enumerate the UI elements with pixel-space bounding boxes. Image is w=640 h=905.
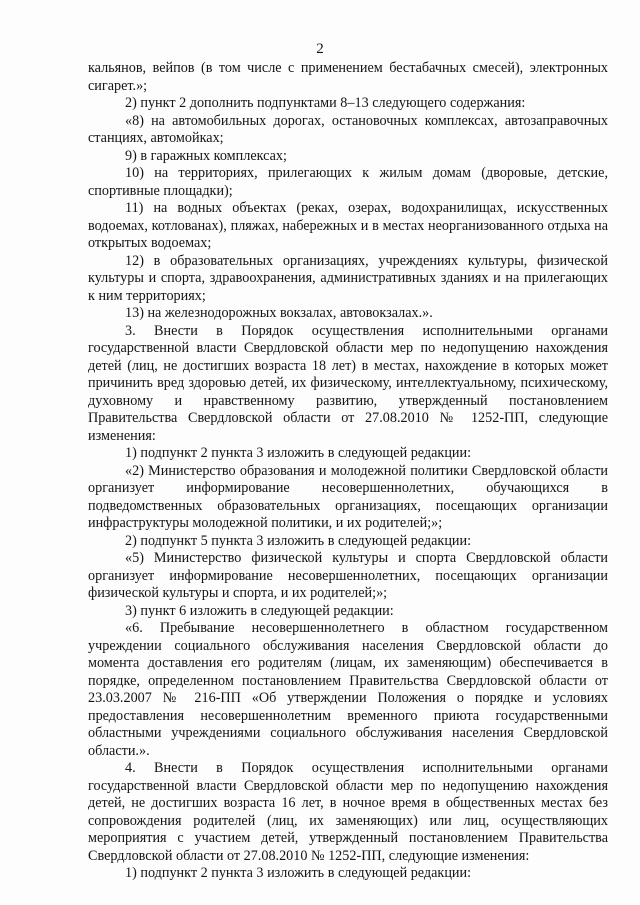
paragraph: 13) на железнодорожных вокзалах, автовокзалах.».: [125, 305, 433, 321]
page-number: 2: [316, 41, 324, 57]
paragraph: 2) пункт 2 дополнить подпунктами 8–13 следующего содержания:: [125, 95, 526, 111]
paragraph: 1) подпункт 2 пункта 3 изложить в следующей редакции:: [125, 445, 472, 461]
paragraph: «2) Министерство образования и молодежной политики Свердловской области организует информирование несовершеннолетних, обучающихся в подведомственных образовательных организациях, посещающих организации инфраструктуры молодежной политики, и их родителей;»;: [88, 462, 608, 531]
paragraph: кальянов, вейпов (в том числе с применением бестабачных смесей), электронных сигарет.»;: [88, 60, 608, 94]
document-body: [88, 60, 608, 883]
paragraph: 10) на территориях, прилегающих к жилым домам (дворовые, детские, спортивные площадки);: [88, 165, 608, 199]
paragraph: «8) на автомобильных дорогах, остановочных комплексах, автозаправочных станциях, автомойках;: [88, 112, 608, 146]
paragraph: 1) подпункт 2 пункта 3 изложить в следующей редакции:: [125, 865, 472, 881]
paragraph: 9) в гаражных комплексах;: [125, 147, 287, 164]
paragraph: 12) в образовательных организациях, учреждениях культуры, физической культуры и спорта, здравоохранения, административных зданиях и на прилегающих к ним территориях;: [88, 252, 608, 304]
paragraph: 2) подпункт 5 пункта 3 изложить в следующей редакции:: [125, 532, 472, 549]
paragraph: 11) на водных объектах (реках, озерах, водохранилищах, искусственных водоемах, котлованах), пляжах, набережных и в местах неорганизованного отдыха на открытых водоемах;: [88, 200, 608, 251]
paragraph: 3. Внести в Порядок осуществления исполнительными органами государственной власти Свердловской области мер по недопущению нахождения детей (лиц, не достигших возраста 18 лет) в местах, нахождение в которых может причинить вред здоровью детей, их физическому, интеллектуальному, психическому, духовному и нравственному развитию, утвержденный постановлением Правительства Свердловской области от 27.08.2010 № 1252-ПП, следующие изменения:: [88, 322, 608, 444]
paragraph: «5) Министерство физической культуры и спорта Свердловской области организует информирование несовершеннолетних, посещающих организации физической культуры и спорта, и их родителей;»;: [88, 550, 608, 601]
paragraph: 4. Внести в Порядок осуществления исполнительными органами государственной власти Свердловской области мер по недопущению нахождения детей, не достигших возраста 16 лет, в ночное время в общественных местах без сопровождения родителей (лиц, их заменяющих) или лиц, осуществляющих мероприятия с участием детей, утвержденный постановлением Правительства Свердловской области от 27.08.2010 № 1252-ПП, следующие изменения:: [88, 760, 608, 864]
paragraph: 3) пункт 6 изложить в следующей редакции:: [125, 602, 394, 619]
paragraph: «6. Пребывание несовершеннолетнего в областном государственном учреждении социального обслуживания населения Свердловской области до момента доставления его родителям (лицам, их заменяющим) обеспечивается в порядке, определенном постановлением Правительства Свердловской области от 23.03.2007 № 216-ПП «Об утверждении Положения о порядке и условиях предоставления несовершеннолетним временного приюта государственными областными учреждениями социального обслуживания населения Свердловской области.».: [88, 620, 608, 759]
